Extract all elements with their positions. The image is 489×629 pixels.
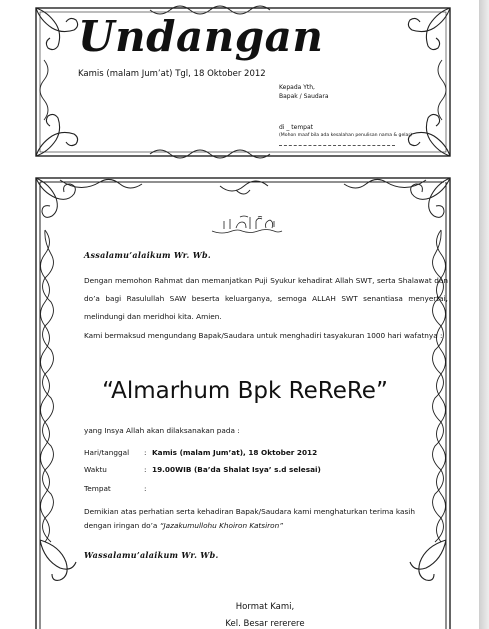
deceased-name-headline: “Almarhum Bpk ReReRe” bbox=[102, 378, 388, 404]
schedule-intro: yang Insya Allah akan dilaksanakan pada : bbox=[84, 426, 240, 435]
apology-note: (Mohon maaf bila ada kesalahan penulisan nama & gelar) bbox=[279, 133, 413, 138]
detail-label-time: Waktu bbox=[84, 465, 107, 474]
address-underline bbox=[279, 145, 395, 146]
invitation-paragraph: Kami bermaksud mengundang Bapak/Saudara untuk menghadiri tasyakuran 1000 hari wafatnya : bbox=[84, 331, 443, 340]
closing-paragraph: Demikian atas perhatian serta kehadiran Bapak/Saudara kami menghaturkan terima kasih bbox=[84, 507, 415, 516]
recipient-line-2: Bapak / Saudara bbox=[279, 93, 329, 100]
opening-greeting: Assalamu’alaikum Wr. Wb. bbox=[84, 250, 211, 260]
recipient-place: di _ tempat bbox=[279, 124, 314, 131]
detail-colon: : bbox=[144, 484, 147, 493]
detail-value-date: Kamis (malam Jum’at), 18 Oktober 2012 bbox=[152, 448, 318, 457]
sign-off: Hormat Kami, bbox=[235, 602, 295, 612]
envelope-date: Kamis (malam Jum’at) Tgl, 18 Oktober 2012 bbox=[78, 69, 266, 79]
detail-label-place: Tempat bbox=[84, 484, 111, 493]
closing-prayer-line bbox=[84, 521, 283, 530]
opening-paragraph: Dengan memohon Rahmat dan memanjatkan Puji Syukur kehadirat Allah SWT, serta Shalawat dan do’a bagi Rasulullah SAW beserta keluarganya, semoga ALLAH SWT senantiasa menyertai, melindungi dan meridhoi kita. Amien. bbox=[84, 276, 448, 321]
closing-prayer-prefix: dengan iringan do’a bbox=[84, 521, 160, 530]
envelope-title: Undangan bbox=[78, 12, 324, 61]
bismillah-calligraphy bbox=[210, 213, 284, 237]
closing-greeting: Wassalamu’alaikum Wr. Wb. bbox=[84, 550, 219, 560]
page-edge-shadow bbox=[479, 0, 489, 629]
detail-value-time: 19.00WIB (Ba’da Shalat Isya’ s.d selesai) bbox=[152, 465, 321, 474]
signatory: Kel. Besar rererere bbox=[225, 619, 305, 629]
detail-colon: : bbox=[144, 465, 147, 474]
detail-label-date: Hari/tanggal bbox=[84, 448, 130, 457]
closing-prayer-quote: “Jazakumullohu Khoiron Katsiron” bbox=[159, 521, 283, 530]
recipient-line-1: Kepada Yth, bbox=[279, 84, 315, 91]
detail-colon: : bbox=[144, 448, 147, 457]
